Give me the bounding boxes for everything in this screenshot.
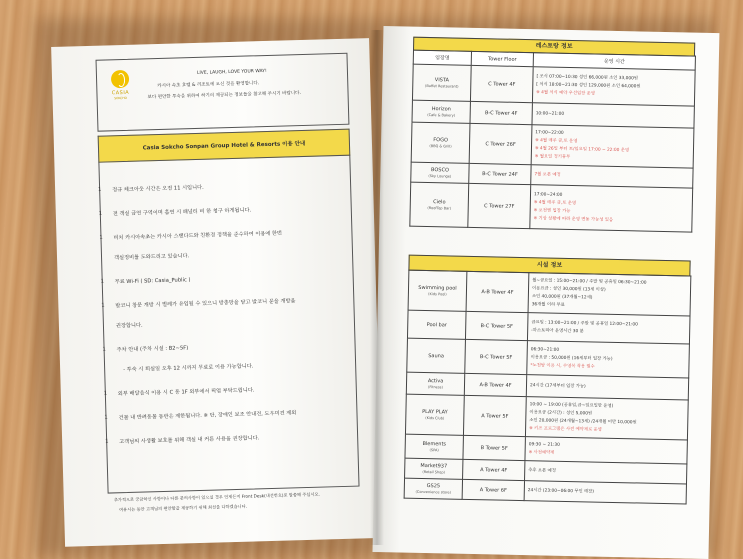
venue-subtitle: (BBQ & Grill)	[429, 144, 452, 149]
floor-cell: A Tower 4F	[463, 459, 525, 480]
hours-cell	[531, 125, 694, 168]
guide-item: 1 외부 배달음식 이용 시 C 동 1F 외부에서 픽업 부탁드립니다.	[103, 387, 255, 398]
venue-cell	[405, 394, 464, 435]
footer-line-1: 추가적으로 궁금하신 사항이나 다른 문의사항이 있으실 경우 언제든지 Front Desk(내선번호)로 말씀해 주십시오.	[113, 491, 320, 503]
table-row	[410, 182, 693, 232]
venue-subtitle: (Convenience store)	[415, 489, 451, 495]
hours-line: 10:00 ~ 19:00 (공휴일,금~일요일만 운영)	[529, 401, 614, 409]
venue-cell	[407, 310, 466, 339]
hours-line: ※ 기상 상황에 따라 운영 변동 가능성 있음	[533, 215, 614, 223]
venue-cell	[411, 122, 470, 163]
hours-line: 이용요금 (2시간) : 성인 5,000원	[529, 409, 593, 417]
table-row	[411, 122, 694, 168]
hours-line: ※ 4월 매주 금,토 운영	[533, 199, 577, 206]
venue-cell	[411, 162, 469, 183]
hours-cell	[524, 481, 686, 504]
hours-line: 24시간 (23:00~06:00 무인 매장)	[527, 487, 595, 495]
hours-cell	[527, 341, 690, 378]
hours-line: 추후 오픈 예정	[528, 467, 556, 474]
floor-cell: A-B Tower 4F	[464, 373, 526, 396]
restaurant-info-title: 레스토랑 정보	[413, 37, 695, 57]
center-fold	[370, 30, 384, 545]
venue-name: FOGO	[433, 137, 449, 144]
venue-name: VISTA	[434, 77, 450, 84]
hours-line: 금요일 : 13:00~21:00 / 주말 및 공휴일 12:00~21:00	[531, 319, 638, 327]
hours-line: ※ 4월 매주 금,토 운영	[535, 137, 578, 144]
venue-name: Activa	[427, 378, 444, 385]
intro-line-1: LIVE, LAUGH, LOVE YOUR WAY!	[196, 68, 267, 76]
hours-line: 10:00~21:00	[535, 110, 565, 117]
floor-cell: A-B Tower 4F	[466, 271, 529, 312]
left-page-guide	[51, 38, 383, 547]
guide-item: 1 전 객실 금연 구역이며 흡연 시 패널티 비 한 청구 하게됩니다.	[98, 207, 252, 218]
hours-line: 이용요금 : 50,000원 (16세부터 입장 가능)	[530, 354, 613, 362]
hours-line: 17:00~22:00	[535, 129, 564, 136]
hours-line: 7월 오픈 예정	[534, 171, 561, 178]
hours-cell	[525, 437, 687, 464]
intro-line-2: 카시아 속초 호텔 & 리조트에 오신 것을 환영합니다.	[157, 81, 260, 90]
venue-name: BOSCO	[430, 167, 449, 174]
hours-line: ※ 4월 석식 예약 우선입장 운영	[536, 89, 596, 97]
guide-box	[98, 155, 359, 494]
table-row	[408, 270, 691, 316]
welcome-box	[96, 53, 350, 132]
hours-line: ※ 월요일 정기휴무	[534, 153, 571, 160]
header-hours: 운영 시간	[533, 53, 695, 70]
venue-cell	[410, 182, 469, 227]
hours-line: 이용요금 : 성인 30,000원 (13세 이상)	[531, 285, 606, 293]
hours-line: 소인 40,000원 (37개월~12세)	[531, 293, 593, 300]
footer-line-2: 여유시는 동안 고객님의 편안함을 제공하기 위해 최선을 다하겠습니다.	[119, 503, 248, 513]
venue-name: Sauna	[428, 352, 444, 359]
guide-item: 1 발코니 창문 개방 시 벌레가 유입될 수 있으니 방충망을 닫고 발코니 문을 개방을	[101, 298, 296, 310]
venue-name: Market937	[420, 462, 448, 470]
floor-cell: B-C Tower 24F	[469, 163, 531, 184]
venue-subtitle: (Cafe & Bakery)	[427, 112, 456, 118]
venue-name: Blements	[422, 440, 447, 448]
guide-item: 1 비치 카시아속초는 카시아 스탠다드와 친환경 정책을 준수하여 이용에 한번	[99, 230, 283, 242]
header-floor: Tower Floor	[471, 51, 533, 66]
facility-info-title: 시설 정보	[408, 255, 690, 277]
hours-cell	[527, 313, 690, 344]
floor-cell: C Tower 26F	[469, 123, 532, 164]
guide-title: Casia Sokcho Sonpan Group Hotel & Resorts 이용 안내	[98, 129, 351, 163]
hours-cell	[528, 273, 691, 316]
casia-logo	[107, 70, 134, 115]
hours-line: *노천탕 이용 시, 수영복 착용 필수	[530, 362, 595, 370]
floor-cell: B Tower 5F	[463, 435, 525, 460]
venue-cell	[405, 434, 463, 459]
venue-cell	[412, 64, 471, 101]
hours-line: 소인 20,000원 (24개월~13세) /24개월 미만 10,000원	[529, 417, 637, 425]
hours-line: 24시간 (17세부터 입장 가능)	[529, 382, 586, 389]
venue-name: Horizon	[431, 106, 451, 113]
venue-subtitle: (Sky Lounge)	[428, 174, 452, 179]
hours-line: 09:30 ~ 21:30	[528, 441, 560, 448]
table-row	[412, 64, 695, 106]
venue-subtitle: (Buffet Restaurant)	[424, 83, 459, 89]
guide-item: 1 정규 체크아웃 시간은 오전 11 시입니다.	[98, 184, 204, 194]
venue-cell	[406, 372, 464, 395]
venue-cell	[408, 270, 467, 311]
venue-name: Swimming pool	[418, 284, 457, 292]
hours-line: 17:00~24:00	[533, 191, 563, 198]
floor-cell: B-C Tower 5F	[465, 339, 528, 374]
venue-name: GS25	[426, 483, 441, 490]
venue-name: PLAY PLAY	[422, 408, 448, 416]
hours-line: 월~금요일 : 15:00~21:00 / 주말 및 공휴일 06:30~21:00	[532, 277, 647, 286]
hours-line: 36개월 이하 무료	[531, 301, 565, 308]
facility-table	[404, 270, 692, 505]
hours-cell	[532, 67, 695, 106]
header-venue: 업장명	[413, 50, 471, 65]
intro-line-3: 보다 편안한 투숙을 위하여 하기의 제공되는 정보들을 참고해 주시기 바랍니다.	[147, 91, 302, 101]
guide-item: 1 무료 Wi-Fi ( SD: Casia_Public )	[100, 277, 191, 286]
hours-line: [ 석식 18:00~21:30 성인 129,000원 소인 64,000원	[536, 81, 641, 89]
right-page-info	[372, 26, 719, 559]
hours-line: ※ 오전엔 입장 가능	[533, 207, 571, 214]
casia-logo-icon	[111, 70, 129, 88]
venue-subtitle: (Kids Club)	[425, 416, 445, 421]
logo-subtext: SOKCHO	[114, 95, 128, 101]
hours-cell	[525, 397, 688, 440]
venue-subtitle: (RoofTop Bar)	[427, 206, 452, 211]
floor-cell: B-C Tower 4F	[470, 101, 532, 124]
hours-line: -하스토리아 운영시간 30 분	[531, 327, 584, 334]
venue-subtitle: (Kids Pool)	[428, 292, 447, 297]
venue-subtitle: (SPA)	[429, 448, 439, 453]
table-row	[405, 394, 688, 440]
venue-cell	[407, 338, 466, 373]
guide-item: 1 고객님의 사생활 보호를 위해 객실 내 커튼 사용을 권장합니다.	[105, 435, 260, 446]
hours-line: ※ 키즈 프로그램은 사전 예약제로 운영	[529, 425, 602, 433]
guide-item: 권장합니다.	[115, 322, 143, 330]
hours-line: ※ 4월 26일 부터 토/일요일 17:00 ~ 22:00 운영	[534, 145, 630, 153]
restaurant-table	[409, 50, 696, 233]
guide-item: - 투숙 시 퇴실일 오후 12 시까지 무료로 이용 가능합니다.	[123, 363, 254, 374]
guide-item: 객실정비를 도와드리고 있습니다.	[113, 253, 190, 262]
venue-cell	[412, 100, 470, 123]
venue-subtitle: (Fitness)	[427, 385, 443, 390]
logo-text: CASIA	[111, 89, 130, 97]
hours-line: [ 조식 07:00~10:30 성인 66,000원 소인 33,000원	[536, 73, 639, 81]
venue-cell	[405, 458, 463, 479]
venue-name: Pool bar	[426, 321, 447, 328]
hours-line: 06:30~21:00	[530, 346, 560, 353]
venue-subtitle: (Retail Shop)	[422, 469, 445, 475]
floor-cell: B-C Tower 5F	[465, 311, 528, 340]
floor-cell: C Tower 27F	[468, 183, 531, 228]
floor-cell: A Tower 5F	[463, 395, 526, 436]
guide-item: 1 주차 안내 (주차 시설 : B2~5F)	[102, 345, 189, 354]
floor-cell: C Tower 4F	[470, 65, 533, 102]
hours-line: ※ 사전예약제	[528, 449, 555, 456]
guide-item: 1 건물 내 반려동물 동반은 제한됩니다. ※ 단, 장애인 보조 안내견, 도우미견 제외	[104, 410, 297, 422]
floor-cell: A Tower 6F	[462, 479, 524, 500]
venue-name: Cielo	[433, 199, 446, 206]
venue-cell	[404, 478, 462, 499]
hours-cell	[530, 185, 693, 232]
